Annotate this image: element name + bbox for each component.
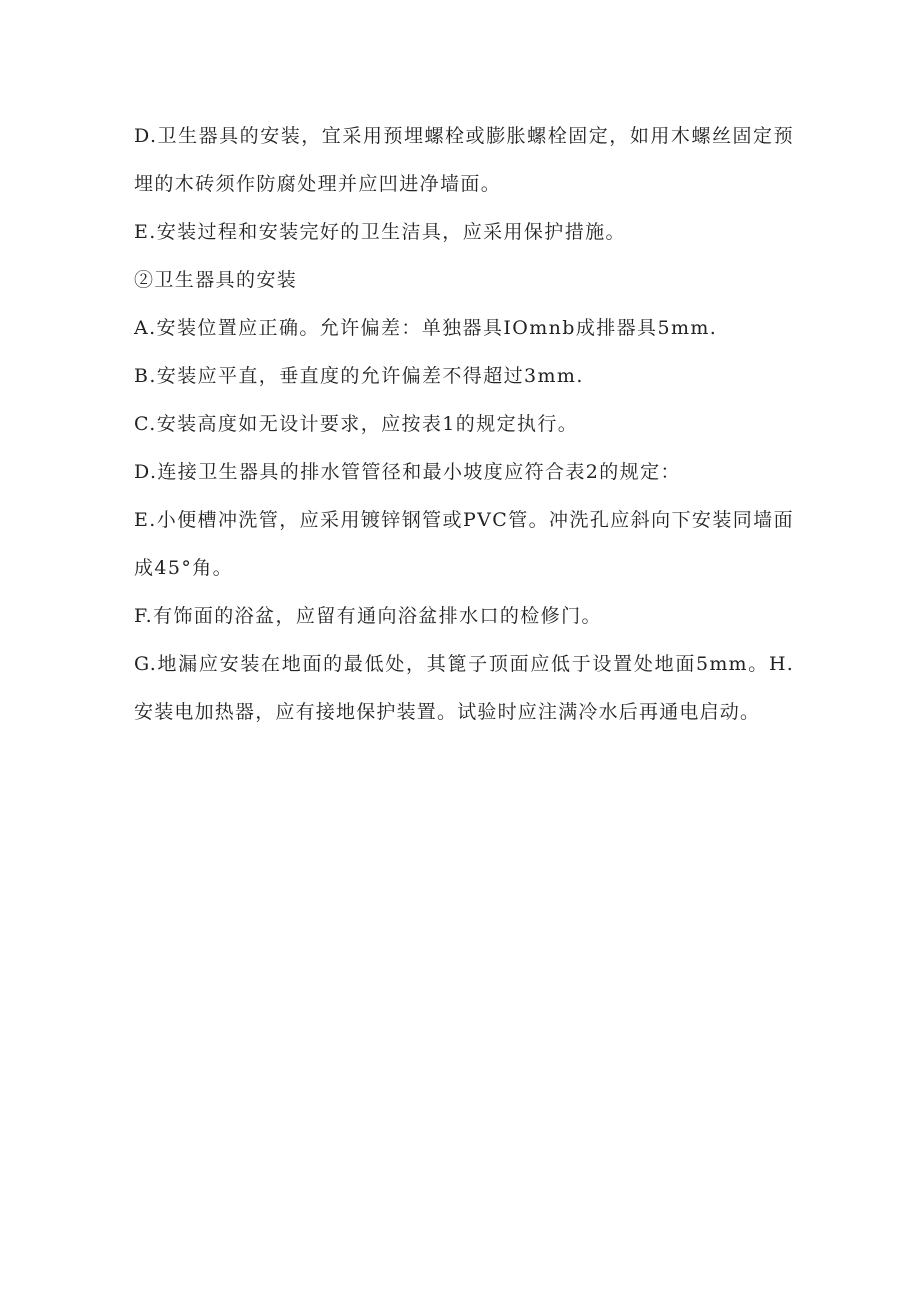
section-heading-installation: ②卫生器具的安装 xyxy=(134,269,298,291)
paragraph-a-position: A.安装位置应正确。允许偏差：单独器具IOmnb成排器具5mm. xyxy=(134,317,718,339)
paragraph-g-floor-drain: G.地漏应安装在地面的最低处，其篦子顶面应低于设置处地面5mm。H.安装电加热器，应有接地保护装置。试验时应注满冷水后再通电启动。 xyxy=(134,653,794,723)
paragraph-c-height: C.安装高度如无设计要求，应按表1的规定执行。 xyxy=(134,413,579,435)
document-body xyxy=(134,112,794,736)
paragraph-e-protection: E.安装过程和安装完好的卫生洁具，应采用保护措施。 xyxy=(134,221,626,243)
paragraph-d-fixing: D.卫生器具的安装，宜采用预埋螺栓或膨胀螺栓固定，如用木螺丝固定预埋的木砖须作防腐处理并应凹进净墙面。 xyxy=(134,125,794,195)
paragraph-b-vertical: B.安装应平直，垂直度的允许偏差不得超过3mm. xyxy=(134,365,584,387)
paragraph-f-bathtub: F.有饰面的浴盆，应留有通向浴盆排水口的检修门。 xyxy=(134,605,602,627)
paragraph-e-urinal-flush: E.小便槽冲洗管，应采用镀锌钢管或PVC管。冲洗孔应斜向下安装同墙面成45°角。 xyxy=(134,509,794,579)
paragraph-d-drain-pipe: D.连接卫生器具的排水管管径和最小坡度应符合表2的规定： xyxy=(134,461,681,483)
